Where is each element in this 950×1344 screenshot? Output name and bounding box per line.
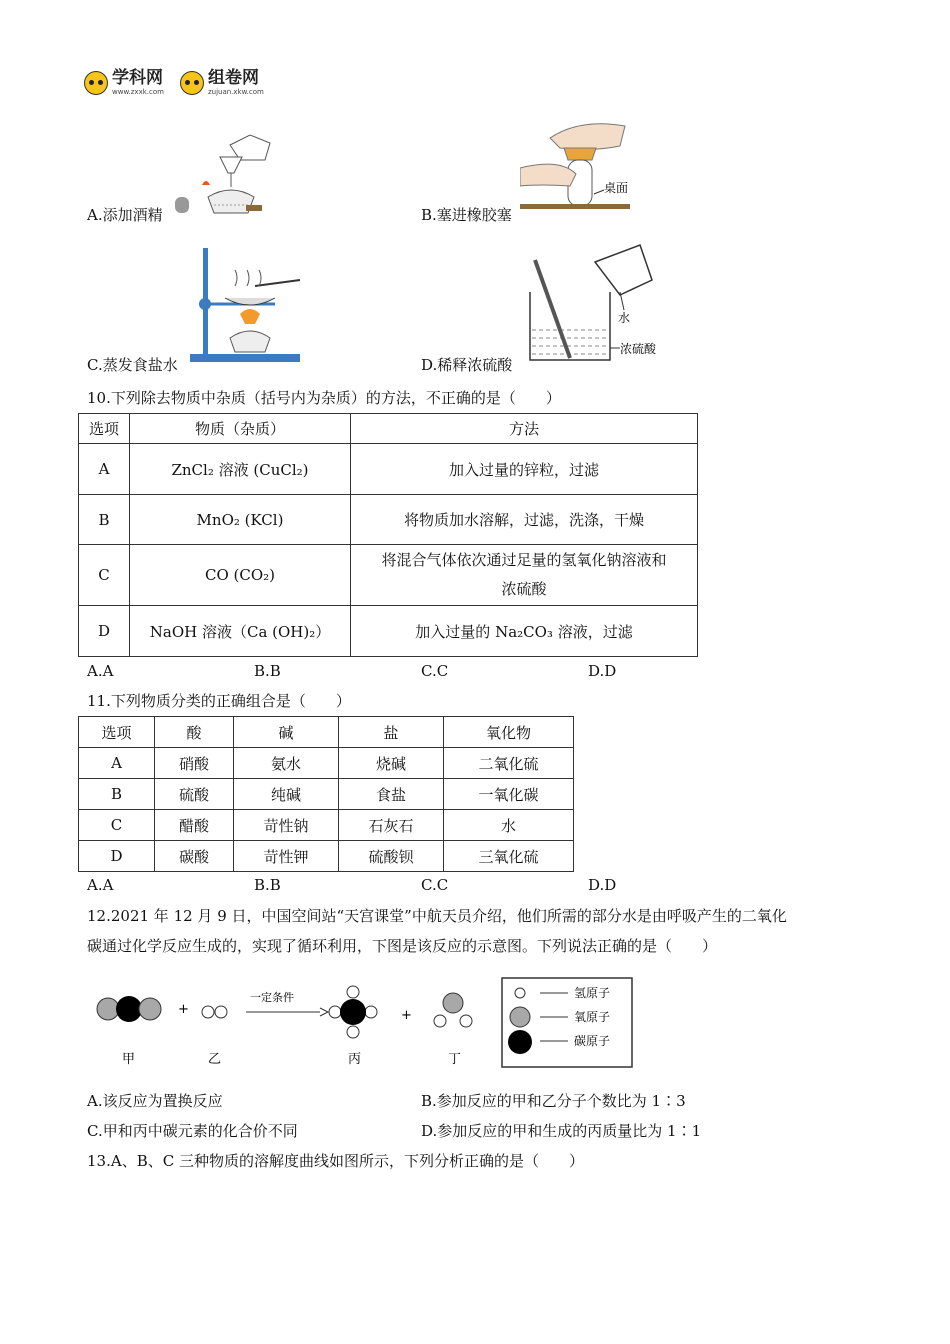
table-header-cell: 盐 <box>339 717 444 748</box>
table-cell: 加入过量的锌粒，过滤 <box>351 444 698 495</box>
method-line: 将混合气体依次通过足量的氢氧化钠溶液和 <box>381 551 667 569</box>
water-label: 水 <box>618 311 631 325</box>
mascot-icon <box>180 71 204 95</box>
reaction-diagram <box>88 975 638 1070</box>
alcohol-lamp-figure <box>170 125 280 220</box>
q10-answer-c: C.C <box>421 662 449 680</box>
table-cell: C <box>79 810 155 841</box>
hydrogen-atom <box>202 1006 214 1018</box>
table-row <box>79 545 698 606</box>
q9-option-c: C.蒸发食盐水 <box>87 356 178 374</box>
q9-option-d: D.稀释浓硫酸 <box>421 356 513 374</box>
q12-stem-line2: 碳通过化学反应生成的，实现了循环利用，下图是该反应的示意图。下列说法正确的是（ ） <box>87 937 718 955</box>
q9-option-a: A.添加酒精 <box>87 206 163 224</box>
table-row <box>79 810 574 841</box>
table-row <box>79 444 698 495</box>
table-cell: 烧碱 <box>339 748 444 779</box>
q11-table <box>78 716 574 872</box>
q10-answer-a: A.A <box>87 662 114 680</box>
table-cell: C <box>79 545 130 606</box>
table-cell: 碳酸 <box>155 841 234 872</box>
plus-sign: + <box>178 1002 189 1017</box>
q11-answer-b: B.B <box>254 876 281 894</box>
table-cell: 硝酸 <box>155 748 234 779</box>
legend-label: 氢原子 <box>574 986 611 1000</box>
logo-title: 组卷网 <box>207 68 259 88</box>
table-cell: B <box>79 495 130 545</box>
table-cell: 硫酸 <box>155 779 234 810</box>
logo-zujuanwang <box>180 70 264 96</box>
hydrogen-atom <box>347 986 359 998</box>
molecule-label: 丙 <box>348 1052 362 1067</box>
q12-option-c: C.甲和丙中碳元素的化合价不同 <box>87 1122 298 1140</box>
acid-label: 浓硫酸 <box>620 342 657 356</box>
hydrogen-atom <box>347 1026 359 1038</box>
carbon-atom <box>340 999 366 1025</box>
molecule-label: 甲 <box>122 1052 136 1067</box>
table-header-cell: 物质（杂质） <box>130 414 351 444</box>
table-cell: 纯碱 <box>234 779 339 810</box>
table-header-cell: 方法 <box>351 414 698 444</box>
table-cell: 三氧化硫 <box>444 841 574 872</box>
molecule-label: 乙 <box>208 1052 222 1067</box>
dilute-acid-figure <box>520 240 665 365</box>
table-row <box>79 748 574 779</box>
q13-stem: 13.A、B、C 三种物质的溶解度曲线如图所示，下列分析正确的是（ ） <box>87 1152 584 1170</box>
logo-url: www.zxxk.com <box>112 88 164 96</box>
table-cell <box>351 545 698 606</box>
q12-option-a: A.该反应为置换反应 <box>87 1092 223 1110</box>
table-cell: 一氧化碳 <box>444 779 574 810</box>
table-cell: A <box>79 444 130 495</box>
q12-stem-line1: 12.2021 年 12 月 9 日，中国空间站“天宫课堂”中航天员介绍，他们所需的部分水是由呼吸产生的二氧化 <box>87 907 787 925</box>
plus-sign: + <box>401 1008 412 1023</box>
hydrogen-atom <box>460 1015 472 1027</box>
oxygen-atom <box>97 998 119 1020</box>
q10-table <box>78 413 698 657</box>
table-cell: 醋酸 <box>155 810 234 841</box>
table-cell: 硫酸钡 <box>339 841 444 872</box>
table-header-cell: 碱 <box>234 717 339 748</box>
table-cell: ZnCl₂ 溶液 (CuCl₂) <box>130 444 351 495</box>
table-cell: 苛性钾 <box>234 841 339 872</box>
table-header-cell: 选项 <box>79 414 130 444</box>
table-header-row <box>79 414 698 444</box>
table-cell: 氨水 <box>234 748 339 779</box>
q9-option-b: B.塞进橡胶塞 <box>421 206 512 224</box>
oxygen-atom <box>443 993 463 1013</box>
logo-xuekewang <box>84 70 164 96</box>
evaporation-figure <box>185 246 310 366</box>
legend-label: 碳原子 <box>574 1034 611 1048</box>
q11-stem: 11.下列物质分类的正确组合是（ ） <box>87 692 351 710</box>
q10-answer-d: D.D <box>588 662 617 680</box>
table-cell: 二氧化硫 <box>444 748 574 779</box>
table-header-cell: 酸 <box>155 717 234 748</box>
oxygen-atom <box>139 998 161 1020</box>
reaction-condition: 一定条件 <box>250 991 294 1004</box>
table-cell: 水 <box>444 810 574 841</box>
table-cell: 将物质加水溶解，过滤，洗涤，干燥 <box>351 495 698 545</box>
table-header-cell: 氧化物 <box>444 717 574 748</box>
mascot-icon <box>84 71 108 95</box>
table-cell: B <box>79 779 155 810</box>
q10-stem: 10.下列除去物质中杂质（括号内为杂质）的方法，不正确的是（ ） <box>87 389 561 407</box>
q10-answer-b: B.B <box>254 662 281 680</box>
table-cell: 食盐 <box>339 779 444 810</box>
table-cell: MnO₂ (KCl) <box>130 495 351 545</box>
logo-title: 学科网 <box>112 68 163 88</box>
header-logos <box>84 70 264 96</box>
logo-url: zujuan.xkw.com <box>207 88 264 96</box>
carbon-atom <box>508 1030 532 1054</box>
hydrogen-atom <box>329 1006 341 1018</box>
carbon-atom <box>116 996 142 1022</box>
table-cell: D <box>79 841 155 872</box>
hydrogen-atom <box>215 1006 227 1018</box>
q11-answer-c: C.C <box>421 876 449 894</box>
oxygen-atom <box>510 1007 530 1027</box>
table-header-cell: 选项 <box>79 717 155 748</box>
table-row <box>79 606 698 657</box>
q12-option-d: D.参加反应的甲和生成的丙质量比为 1∶1 <box>421 1122 702 1140</box>
method-line: 浓硫酸 <box>501 580 547 598</box>
hydrogen-atom <box>365 1006 377 1018</box>
table-cell: A <box>79 748 155 779</box>
table-header-row <box>79 717 574 748</box>
molecule-label: 丁 <box>448 1052 462 1067</box>
table-row <box>79 841 574 872</box>
rubber-stopper-figure <box>520 118 635 213</box>
q11-answer-d: D.D <box>588 876 617 894</box>
legend-label: 氧原子 <box>574 1010 611 1024</box>
table-cell: 加入过量的 Na₂CO₃ 溶液，过滤 <box>351 606 698 657</box>
q12-option-b: B.参加反应的甲和乙分子个数比为 1∶3 <box>421 1092 686 1110</box>
q11-answer-a: A.A <box>87 876 114 894</box>
desk-label: 桌面 <box>604 181 629 195</box>
table-row <box>79 495 698 545</box>
table-cell: NaOH 溶液（Ca (OH)₂） <box>130 606 351 657</box>
table-cell: 苛性钠 <box>234 810 339 841</box>
table-cell: 石灰石 <box>339 810 444 841</box>
hydrogen-atom <box>515 988 525 998</box>
table-row <box>79 779 574 810</box>
table-cell: CO (CO₂) <box>130 545 351 606</box>
hydrogen-atom <box>434 1015 446 1027</box>
table-cell: D <box>79 606 130 657</box>
